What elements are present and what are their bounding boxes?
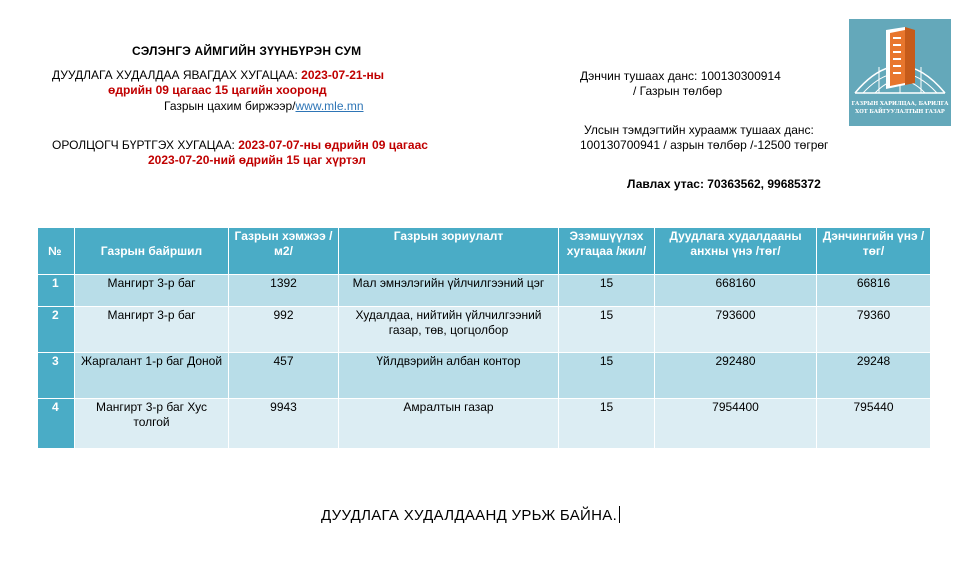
registration-end: 2023-07-20-ний өдрийн 15 цаг хүртэл	[148, 153, 366, 167]
cell-deposit: 29248	[817, 353, 931, 399]
cell-location: Мангирт 3-р баг	[75, 275, 229, 307]
col-header-location: Газрын байршил	[75, 228, 229, 275]
registration-label: ОРОЛЦОГЧ БҮРТГЭХ ХУГАЦАА:	[52, 138, 239, 152]
cell-number: 4	[38, 399, 75, 449]
cell-location: Мангирт 3-р баг Хус толгой	[75, 399, 229, 449]
cell-purpose: Мал эмнэлэгийн үйлчилгээний цэг	[339, 275, 559, 307]
cell-term: 15	[559, 307, 655, 353]
cell-start-price: 292480	[655, 353, 817, 399]
auction-date: 2023-07-21-ны	[301, 68, 385, 82]
registration-line	[52, 138, 428, 153]
auction-time-line	[52, 68, 384, 83]
auction-label: ДУУДЛАГА ХУДАЛДАА ЯВАГДАХ ХУГАЦАА:	[52, 68, 302, 82]
col-header-area: Газрын хэмжээ /м2/	[229, 228, 339, 275]
deposit-account: Дэнчин тушаах данс: 100130300914	[580, 69, 781, 83]
logo-text-line1: ГАЗРЫН ХАРИЛЦАА, БАРИЛГА	[851, 101, 949, 107]
col-header-deposit: Дэнчингийн үнэ /төг/	[817, 228, 931, 275]
auction-hours: өдрийн 09 цагаас 15 цагийн хооронд	[108, 83, 327, 97]
deposit-note: / Газрын төлбөр	[633, 84, 723, 98]
cell-purpose: Үйлдвэрийн албан контор	[339, 353, 559, 399]
cell-deposit: 66816	[817, 275, 931, 307]
cell-term: 15	[559, 353, 655, 399]
registration-start: 2023-07-07-ны өдрийн 09 цагаас	[238, 138, 428, 152]
cell-purpose: Худалдаа, нийтийн үйлчилгээний газар, төв, цогцолбор	[339, 307, 559, 353]
col-header-start-price: Дуудлага худалдааны анхны үнэ /төг/	[655, 228, 817, 275]
table-header-row	[38, 228, 931, 275]
invitation-footer	[321, 506, 620, 524]
land-agency-logo	[849, 19, 951, 126]
cell-location: Мангирт 3-р баг	[75, 307, 229, 353]
col-header-term: Эзэмшүүлэх хугацаа /жил/	[559, 228, 655, 275]
land-auction-table	[37, 227, 931, 449]
cell-start-price: 7954400	[655, 399, 817, 449]
logo-text-line2: ХОТ БАЙГУУЛАЛТЫН ГАЗАР	[855, 109, 945, 115]
cell-term: 15	[559, 399, 655, 449]
cell-number: 1	[38, 275, 75, 307]
cell-area: 1392	[229, 275, 339, 307]
cell-deposit: 79360	[817, 307, 931, 353]
cell-deposit: 795440	[817, 399, 931, 449]
col-header-number: №	[38, 228, 75, 275]
text-cursor	[619, 506, 620, 523]
cell-number: 3	[38, 353, 75, 399]
cell-purpose: Амралтын газар	[339, 399, 559, 449]
cell-area: 992	[229, 307, 339, 353]
cell-location: Жаргалант 1-р баг Доной	[75, 353, 229, 399]
table-row	[38, 307, 931, 353]
cell-area: 457	[229, 353, 339, 399]
cell-term: 15	[559, 275, 655, 307]
table-row	[38, 275, 931, 307]
stamp-account-label: Улсын тэмдэгтийн хураамж тушаах данс:	[584, 123, 814, 137]
logo-emblem-icon	[849, 19, 951, 126]
phone-number: Лавлах утас: 70363562, 99685372	[627, 177, 821, 191]
table-row	[38, 353, 931, 399]
cell-start-price: 793600	[655, 307, 817, 353]
exchange-link[interactable]: www.mle.mn	[295, 99, 364, 113]
cell-area: 9943	[229, 399, 339, 449]
cell-number: 2	[38, 307, 75, 353]
document-title: СЭЛЭНГЭ АЙМГИЙН ЗҮҮНБҮРЭН СУМ	[132, 44, 362, 58]
exchange-label: Газрын цахим биржээр/	[164, 99, 296, 113]
invitation-text: ДУУДЛАГА ХУДАЛДААНД УРЬЖ БАЙНА.	[321, 507, 618, 524]
col-header-purpose: Газрын зориулалт	[339, 228, 559, 275]
stamp-account: 100130700941 / азрын төлбөр /-12500 төгрөг	[580, 138, 829, 152]
exchange-line	[164, 99, 364, 114]
cell-start-price: 668160	[655, 275, 817, 307]
table-row	[38, 399, 931, 449]
